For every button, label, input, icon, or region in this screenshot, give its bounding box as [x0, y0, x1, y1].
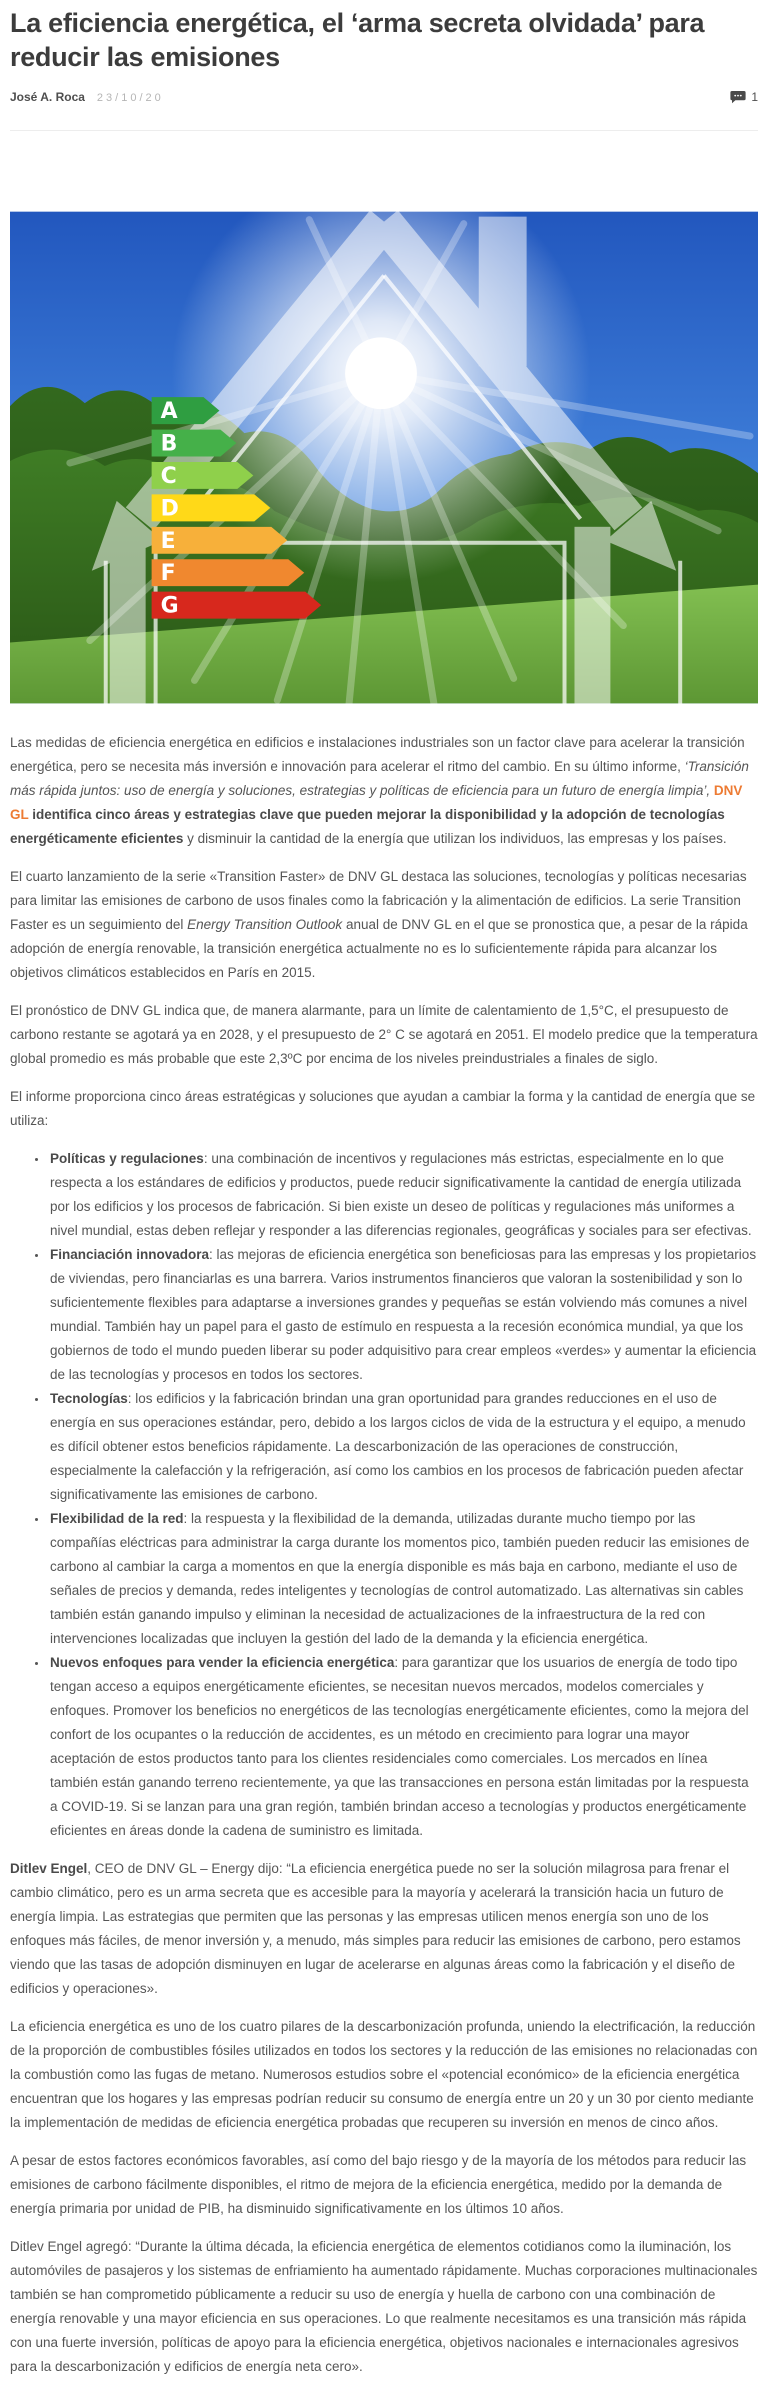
article-paragraph	[10, 865, 758, 985]
text-run: Energy Transition Outlook	[187, 917, 343, 932]
rating-label-F: F	[160, 561, 176, 587]
text-run: : una combinación de incentivos y regulaciones más estrictas, especialmente en lo que respecta a los estándares de edificios y productos, puede reducir significativamente la cantidad de energía utilizada por los edificios y los procesos de fabricación. Si bien existe un deseo de políticas y regulaciones más uniformes a nivel mundial, estas deben reflejar y responder a las diferencias regionales, geográficas y sociales para ser efectivas.	[50, 1151, 752, 1238]
text-run: y disminuir la cantidad de la energía que utilizan los individuos, las empresas y los países.	[183, 831, 727, 846]
article-paragraph	[10, 2015, 758, 2135]
text-run: , CEO de DNV GL – Energy dijo: “La eficiencia energética puede no ser la solución milagrosa para frenar el cambio climático, pero es un arma secreta que es accesible para la mayoría y acelerará la transición hacia un futuro de energía limpia. Las estrategias que permiten que las personas y las empresas utilicen menos energía son uno de los enfoques más fáciles, de menor inversión y, a menudo, más simples para reducir las emisiones de carbono, pero estamos viendo que las tasas de adopción disminuyen en lugar de acelerarse en algunas áreas como la fabricación y el diseño de edificios y operaciones».	[10, 1861, 741, 1996]
text-run: : las mejoras de eficiencia energética son beneficiosas para las empresas y los propietarios de viviendas, pero financiarlas es una barrera. Varios instrumentos financieros que valoran la sostenibilidad y son lo suficientemente flexibles para adaptarse a inversiones grandes y pequeñas se están volviendo más comunes a nivel mundial. También hay un papel para el gasto de estímulo en respuesta a la recesión económica mundial, ya que los gobiernos de todo el mundo pueden liberar su poder adquisitivo para crear empleos «verdes» y aumentar la eficiencia de las tecnologías y procesos en todos los sectores.	[50, 1247, 757, 1382]
comments-indicator[interactable]	[730, 90, 758, 104]
article-bullet	[48, 1243, 758, 1387]
byline-left	[10, 90, 164, 104]
text-run: El informe proporciona cinco áreas estratégicas y soluciones que ayudan a cambiar la forma y la cantidad de energía que se utiliza:	[10, 1089, 756, 1128]
rating-label-G: G	[160, 593, 179, 619]
hero-illustration	[10, 211, 758, 704]
text-run: Financiación innovadora	[50, 1247, 210, 1262]
article-bullet	[48, 1651, 758, 1843]
text-run: anual de DNV GL en el que se pronostica que, a pesar de la rápida adopción de energía renovable, la transición energética actualmente no es lo suficientemente rápida para alcanzar los objetivos climáticos establecidos en París en 2015.	[10, 917, 748, 980]
article-header	[10, 6, 758, 104]
header-divider	[10, 130, 758, 131]
text-run: El pronóstico de DNV GL indica que, de manera alarmante, para un límite de calentamiento de 1,5°C, el presupuesto de carbono restante se agotará ya en 2028, y el presupuesto de 2° C se agotará en 2051. El modelo predice que la temperatura global promedio es más probable que este 2,3ºC por encima de los niveles preindustriales a finales de siglo.	[10, 1003, 758, 1066]
content-column	[0, 6, 768, 2379]
article-bullet	[48, 1387, 758, 1507]
article-paragraph	[10, 731, 758, 851]
article-body	[10, 731, 758, 2379]
byline-author[interactable]: José A. Roca	[10, 90, 85, 104]
text-run: Tecnologías	[50, 1391, 128, 1406]
rating-label-E: E	[160, 528, 176, 554]
hero-image	[10, 211, 758, 704]
article-page	[0, 6, 768, 2379]
rating-label-A: A	[160, 399, 178, 425]
text-run: Flexibilidad de la red	[50, 1511, 184, 1526]
text-run: Las medidas de eficiencia energética en edificios e instalaciones industriales son un factor clave para acelerar la transición energética, pero se necesita más inversión e innovación para acelerar el ritmo del cambio. En su último informe,	[10, 735, 745, 774]
text-run: Políticas y regulaciones	[50, 1151, 204, 1166]
text-run: identifica cinco áreas y estrategias clave que pueden mejorar la disponibilidad y la adopción de tecnologías energéticamente eficientes	[10, 807, 725, 846]
article-paragraph	[10, 999, 758, 1071]
text-run: : los edificios y la fabricación brindan una gran oportunidad para grandes reducciones en el uso de energía en sus operaciones estándar, pero, debido a los largos ciclos de vida de la estructura y el equipo, a menudo es difícil obtener estos beneficios rápidamente. La descarbonización de las operaciones de construcción, especialmente la calefacción y la refrigeración, así como los cambios en los procesos de fabricación pueden afectar significativamente las emisiones de carbono.	[50, 1391, 746, 1502]
article-list	[10, 1147, 758, 1843]
text-run: El cuarto lanzamiento de la serie «Transition Faster» de DNV GL destaca las soluciones, tecnologías y políticas necesarias para limitar las emisiones de carbono de usos finales como la fabricación y la alimentación de edificios. La serie Transition Faster es un seguimiento del	[10, 869, 747, 932]
text-run: Ditlev Engel	[10, 1861, 88, 1876]
comment-bubble-icon	[730, 90, 746, 104]
text-run: ‘Transición más rápida juntos: uso de energía y soluciones, estrategias y políticas de eficiencia para un futuro de energía limpia’,	[10, 759, 749, 798]
rating-label-B: B	[160, 431, 178, 457]
text-run: A pesar de estos factores económicos favorables, así como del bajo riesgo y de la mayoría de los métodos para reducir las emisiones de carbono fácilmente disponibles, el ritmo de mejora de la eficiencia energética, medido por la demanda de energía primaria por unidad de PIB, ha disminuido significativamente en los últimos 10 años.	[10, 2153, 747, 2216]
text-run: : la respuesta y la flexibilidad de la demanda, utilizadas durante mucho tiempo por las compañías eléctricas para administrar la carga durante los momentos pico, también pueden reducir las emisiones de carbono al cambiar la carga a momentos en que la energía disponible es más baja en carbono, mediante el uso de señales de precios y demanda, redes inteligentes y tecnologías de control automatizado. Las alternativas sin cables también están ganando impulso y eliminan la necesidad de actualizaciones de la infraestructura de la red con intervenciones localizadas que incluyen la gestión del lado de la demanda y la eficiencia energética.	[50, 1511, 750, 1646]
rating-label-D: D	[160, 496, 179, 522]
article-bullet	[48, 1147, 758, 1243]
text-run: : para garantizar que los usuarios de energía de todo tipo tengan acceso a equipos energéticamente eficientes, se necesitan nuevos mercados, modelos comerciales y enfoques. Promover los beneficios no energéticos de las tecnologías energéticamente eficientes, como la mejora del confort de los ocupantes o la reducción de accidentes, es un método en crecimiento para lograr una mayor aceptación de estos productos tanto para los clientes residenciales como comerciales. Los mercados en línea también están ganando terreno recientemente, ya que las transacciones en persona están limitadas por la respuesta a COVID-19. Si se lanzan para una gran región, también brindan acceso a tecnologías y productos energéticamente eficientes en áreas donde la cadena de suministro es limitada.	[50, 1655, 749, 1838]
article-paragraph	[10, 2149, 758, 2221]
text-run: La eficiencia energética es uno de los cuatro pilares de la descarbonización profunda, uniendo la electrificación, la reducción de la proporción de combustibles fósiles utilizados en todos los sectores y la reducción de las emisiones no relacionadas con la combustión como las fugas de metano. Numerosos estudios sobre el «potencial económico» de la eficiencia energética encuentran que los hogares y las empresas podrían reducir su consumo de energía entre un 20 y un 30 por ciento mediante la implementación de medidas de eficiencia energética probadas que recuperen su inversión en menos de cinco años.	[10, 2019, 758, 2130]
comment-count: 1	[751, 90, 758, 104]
article-paragraph	[10, 1085, 758, 1133]
byline	[10, 90, 758, 104]
byline-date: 23/10/20	[96, 92, 164, 104]
article-paragraph	[10, 1857, 758, 2001]
article-bullet	[48, 1507, 758, 1651]
rating-label-C: C	[160, 463, 177, 489]
text-run: Nuevos enfoques para vender la eficiencia energética	[50, 1655, 395, 1670]
text-run: Ditlev Engel agregó: “Durante la última década, la eficiencia energética de elementos cotidianos como la iluminación, los automóviles de pasajeros y los sistemas de enfriamiento ha aumentado rápidamente. Muchas corporaciones multinacionales también se han comprometido públicamente a reducir su uso de energía y huella de carbono con una combinación de energía renovable y una mayor eficiencia en sus operaciones. Lo que realmente necesitamos es una transición más rápida con una fuerte inversión, políticas de apoyo para la eficiencia energética, objetivos nacionales e internacionales agresivos para la descarbonización y edificios de energía neta cero».	[10, 2239, 758, 2374]
page-title: La eficiencia energética, el ‘arma secreta olvidada’ para reducir las emisiones	[10, 8, 705, 72]
article-paragraph	[10, 2235, 758, 2379]
dnv-gl-link[interactable]: DNV GL	[10, 783, 743, 822]
